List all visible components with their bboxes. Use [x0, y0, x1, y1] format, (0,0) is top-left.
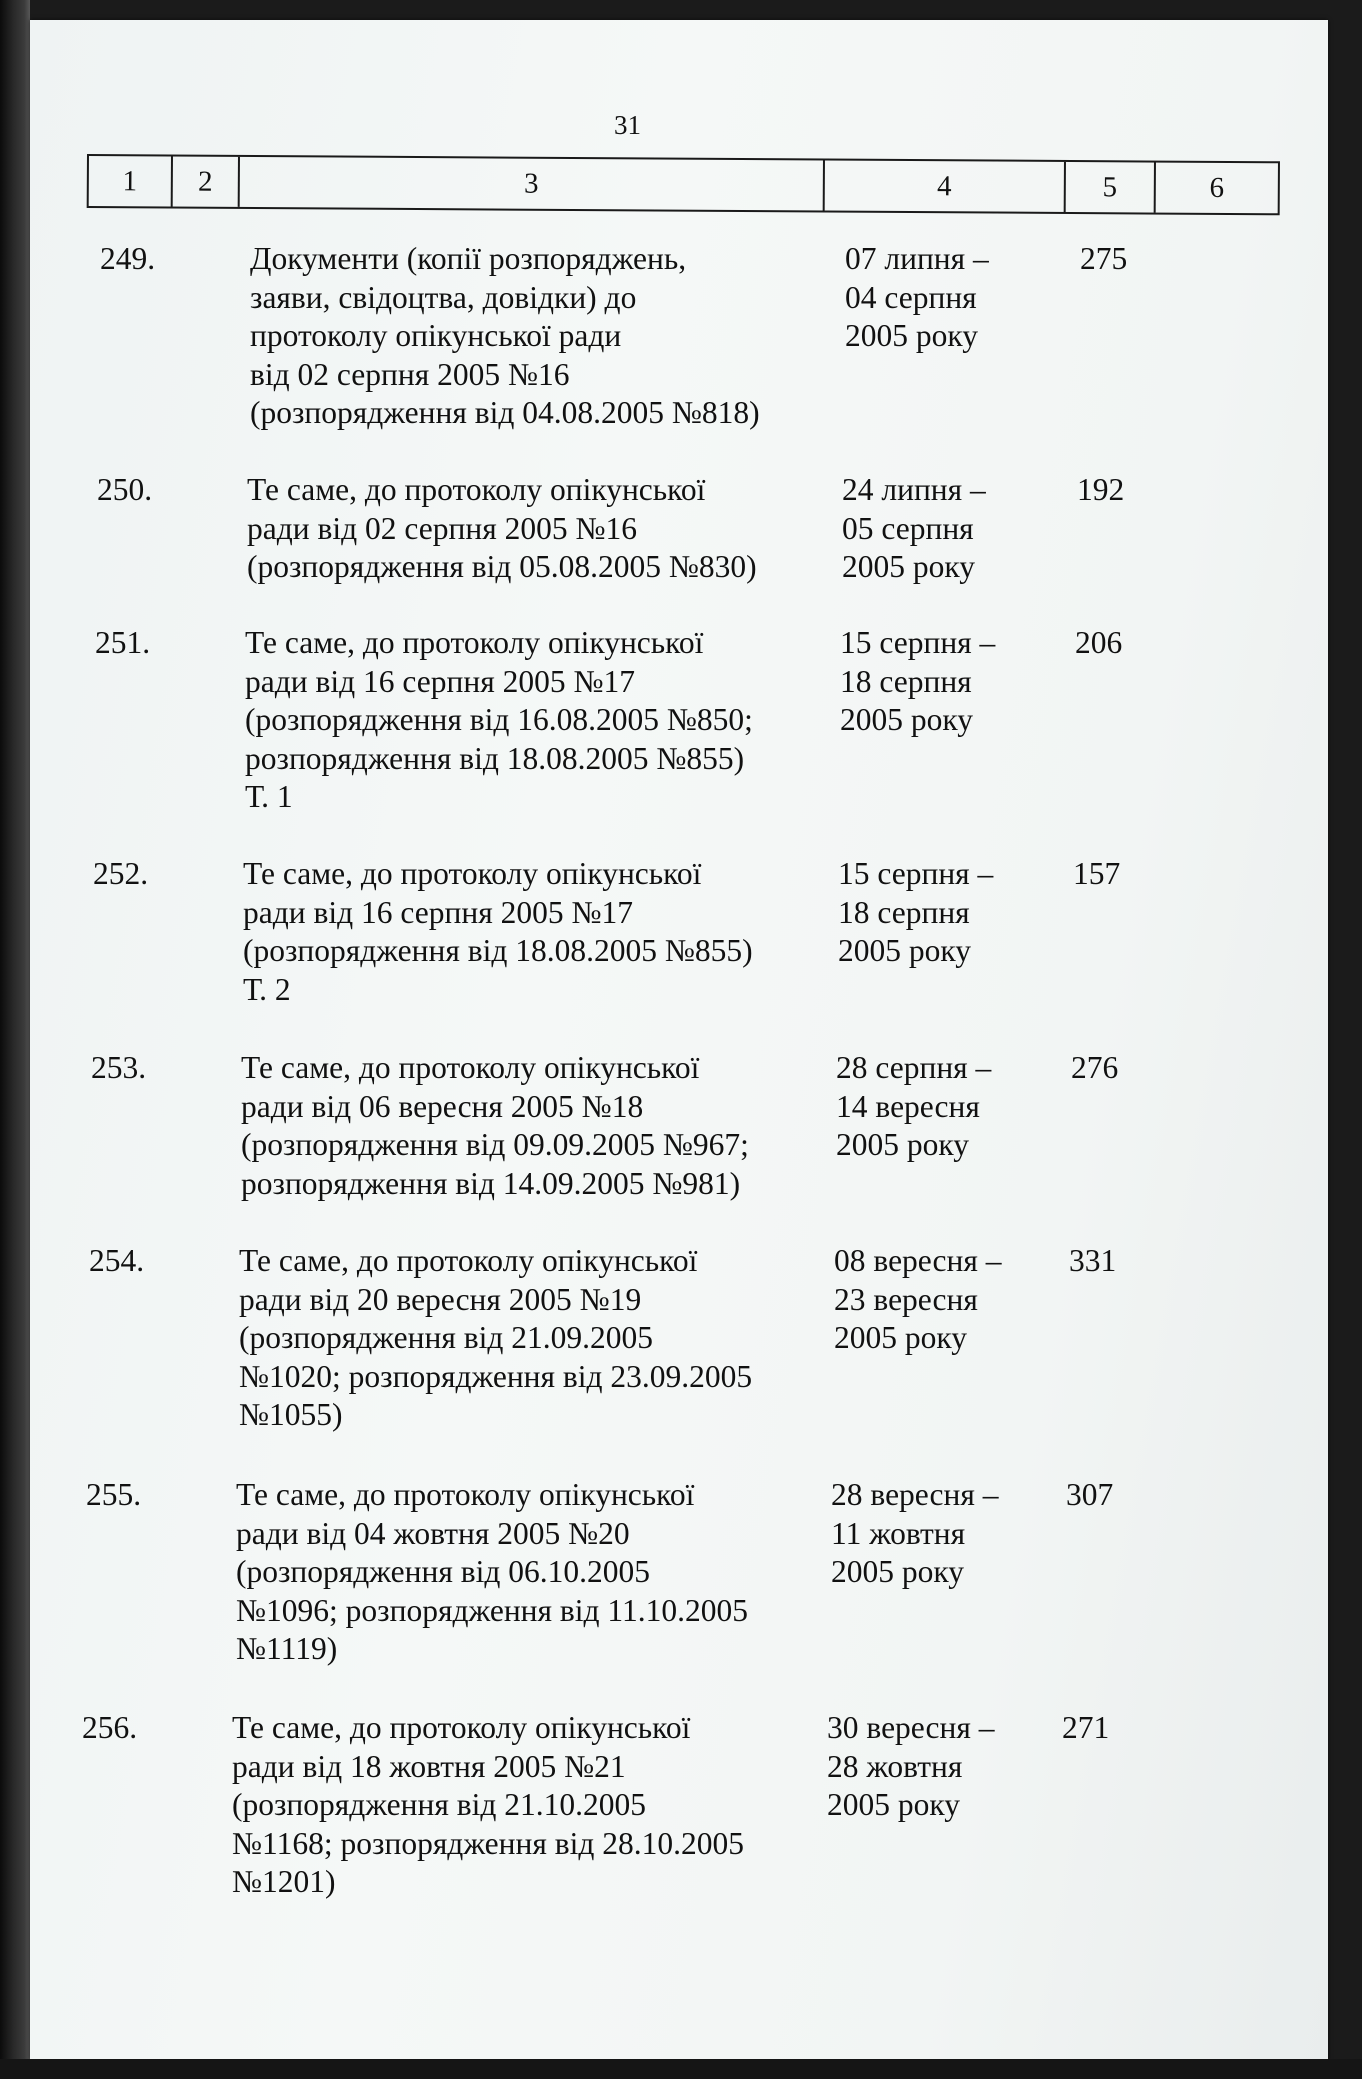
- record-number: 252.: [93, 856, 149, 891]
- record-description: Те саме, до протоколу опікунської ради від 18 жовтня 2005 №21 (розпорядження від 21.10.2005 №1168; розпорядження від 28.10.2005 №1201): [232, 1710, 745, 1899]
- record-dates: 28 серпня – 14 вересня 2005 року: [836, 1050, 992, 1162]
- record-description: Те саме, до протоколу опікунської ради від 06 вересня 2005 №18 (розпорядження від 09.09.2005 №967; розпорядження від 14.09.2005 №981): [241, 1050, 749, 1201]
- column-header-1: 1: [89, 156, 173, 207]
- record-dates: 24 липня – 05 серпня 2005 року: [842, 472, 986, 584]
- record-dates: 28 вересня – 11 жовтня 2005 року: [831, 1477, 999, 1589]
- page-number: 31: [614, 110, 641, 140]
- scan-bottom-edge: [0, 2059, 1362, 2079]
- record-sheets: 157: [1073, 856, 1121, 891]
- column-header-4: 4: [825, 161, 1066, 212]
- record-number: 255.: [86, 1477, 142, 1512]
- column-header-6: 6: [1209, 171, 1225, 204]
- record-number: 249.: [100, 241, 156, 276]
- record-number: 253.: [91, 1050, 147, 1085]
- record-description: Те саме, до протоколу опікунської ради від 02 серпня 2005 №16 (розпорядження від 05.08.2005 №830): [247, 472, 757, 584]
- record-number: 251.: [95, 625, 151, 660]
- record-description: Документи (копії розпоряджень, заяви, свідоцтва, довідки) до протоколу опікунської ради від 02 серпня 2005 №16 (розпорядження від 04.08.2005 №818): [250, 241, 760, 430]
- record-dates: 30 вересня – 28 жовтня 2005 року: [827, 1710, 995, 1822]
- record-sheets: 206: [1075, 625, 1123, 660]
- record-description: Те саме, до протоколу опікунської ради від 20 вересня 2005 №19 (розпорядження від 21.09.2005 №1020; розпорядження від 23.09.2005 №1055): [239, 1243, 753, 1432]
- record-dates: 15 серпня – 18 серпня 2005 року: [840, 625, 996, 737]
- column-header-row: [87, 154, 1280, 215]
- record-sheets: 276: [1071, 1050, 1119, 1085]
- record-number: 254.: [89, 1243, 145, 1278]
- record-sheets: 331: [1069, 1243, 1117, 1278]
- record-description: Те саме, до протоколу опікунської ради від 16 серпня 2005 №17 (розпорядження від 18.08.2005 №855) Т. 2: [243, 856, 753, 1007]
- record-sheets: 271: [1062, 1710, 1110, 1745]
- record-sheets: 307: [1066, 1477, 1114, 1512]
- record-description: Те саме, до протоколу опікунської ради від 04 жовтня 2005 №20 (розпорядження від 06.10.2005 №1096; розпорядження від 11.10.2005 №1119): [236, 1477, 749, 1666]
- record-description: Те саме, до протоколу опікунської ради від 16 серпня 2005 №17 (розпорядження від 16.08.2005 №850; розпорядження від 18.08.2005 №855) Т. 1: [245, 625, 753, 814]
- record-dates: 08 вересня – 23 вересня 2005 року: [834, 1243, 1002, 1355]
- record-number: 250.: [97, 472, 153, 507]
- column-header-3: 3: [240, 157, 825, 211]
- column-header-5: 5: [1066, 162, 1156, 213]
- record-sheets: 192: [1077, 472, 1125, 507]
- record-dates: 15 серпня – 18 серпня 2005 року: [838, 856, 994, 968]
- record-dates: 07 липня – 04 серпня 2005 року: [845, 241, 989, 353]
- record-sheets: 275: [1080, 241, 1128, 276]
- record-number: 256.: [82, 1710, 138, 1745]
- binding-edge: [0, 0, 30, 2079]
- column-header-2: 2: [173, 157, 240, 207]
